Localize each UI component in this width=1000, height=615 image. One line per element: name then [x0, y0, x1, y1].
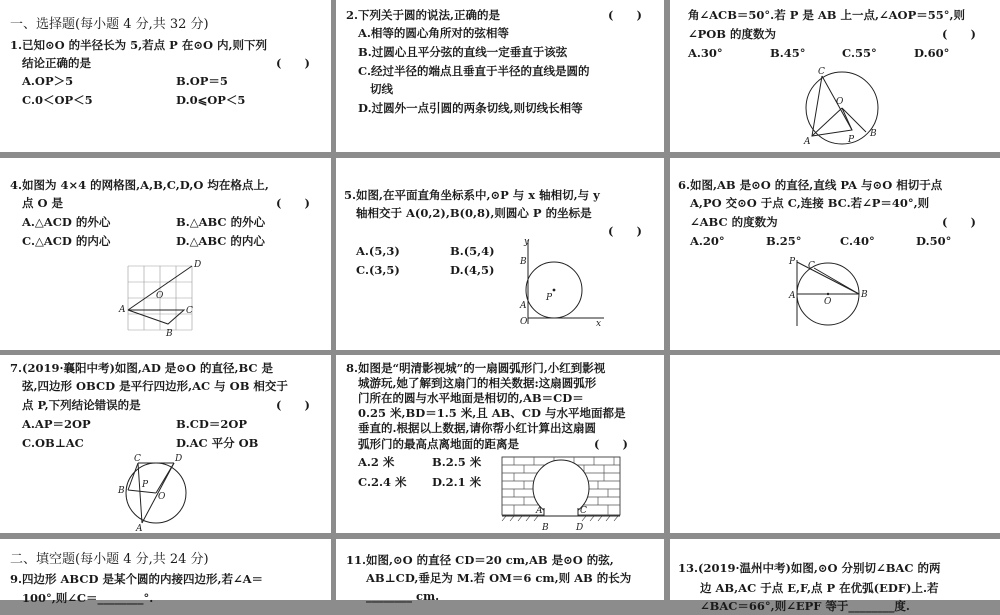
label-d: D	[175, 454, 183, 464]
answer-paren: ( )	[276, 56, 310, 70]
label-c: C	[186, 306, 193, 316]
label-c: C	[818, 67, 825, 77]
parallelogram-figure	[114, 454, 194, 534]
answer-paren: ( )	[276, 196, 310, 210]
label-b: B	[520, 257, 527, 267]
section-heading: 二、填空题(每小题 4 分,共 24 分)	[10, 552, 209, 567]
option-d: D.AC 平分 OB	[176, 436, 259, 450]
option-a: A.2 米	[358, 455, 395, 469]
question-text: 轴相交于 A(0,2),B(0,8),则圆心 P 的坐标是	[356, 206, 592, 220]
label-p: P	[546, 293, 553, 303]
option-a: A.相等的圆心角所对的弦相等	[358, 26, 509, 40]
option-c: C.0＜OP＜5	[22, 93, 93, 107]
label-p: P	[789, 257, 796, 267]
label-d: D	[576, 523, 584, 533]
label-c: C	[808, 261, 815, 271]
answer-paren: ( )	[608, 224, 642, 238]
option-b: B.OP＝5	[176, 74, 228, 88]
option-a: A.OP＞5	[22, 74, 74, 88]
label-o: O	[158, 492, 166, 502]
circle-figure	[790, 66, 900, 146]
question-text: ∠POB 的度数为	[688, 27, 777, 41]
question-text: 2.下列关于圆的说法,正确的是	[346, 8, 501, 22]
question-text: 9.四边形 ABCD 是某个圆的内接四边形,若∠A＝	[10, 572, 264, 586]
option-a: A.△ACD 的外心	[22, 215, 111, 229]
question-text: A,PO 交⊙O 于点 C,连接 BC.若∠P＝40°,则	[690, 196, 930, 210]
label-a: A	[119, 305, 126, 315]
option-c: C.55°	[842, 46, 877, 60]
question-text: 边 AB,AC 于点 E,F,点 P 在优弧(EDF)上.若	[700, 581, 939, 595]
option-b: B.过圆心且平分弦的直线一定垂直于该弦	[358, 45, 568, 59]
label-b: B	[870, 129, 877, 139]
question-text: 8.如图是“明清影视城”的一扇圆弧形门,小红到影视	[346, 361, 606, 375]
answer-paren: ( )	[942, 27, 976, 41]
question-card-1	[0, 0, 331, 152]
question-text: ________ cm.	[366, 589, 440, 603]
label-a: A	[804, 137, 811, 147]
question-text: 4.如图为 4×4 的网格图,A,B,C,D,O 均在格点上,	[10, 178, 269, 192]
question-card-6	[670, 158, 1000, 350]
label-a: A	[536, 506, 543, 516]
question-card-11	[336, 539, 664, 603]
question-card-8	[336, 355, 664, 533]
question-text: 点 P,下列结论错误的是	[22, 398, 141, 412]
question-card-9	[0, 539, 331, 605]
question-text: 1.已知⊙O 的半径长为 5,若点 P 在⊙O 内,则下列	[10, 38, 267, 52]
question-text: 门所在的圆与水平地面是相切的,AB＝CD＝	[358, 391, 584, 405]
label-c: C	[134, 454, 141, 464]
question-text: 5.如图,在平面直角坐标系中,⊙P 与 x 轴相切,与 y	[344, 188, 600, 202]
question-card-3	[670, 0, 1000, 152]
label-d: D	[194, 260, 202, 270]
option-d: D.过圆外一点引圆的两条切线,则切线长相等	[358, 101, 583, 115]
question-text: 弦,四边形 OBCD 是平行四边形,AC 与 OB 相交于	[22, 379, 288, 393]
question-card-5	[336, 158, 664, 350]
label-p: P	[142, 480, 149, 490]
question-text: ∠ABC 的度数为	[690, 215, 778, 229]
label-a: A	[136, 524, 143, 534]
option-d: D.△ABC 的内心	[176, 234, 265, 248]
question-text: 弧形门的最高点离地面的距离是	[358, 437, 519, 451]
question-text: 11.如图,⊙O 的直径 CD＝20 cm,AB 是⊙O 的弦,	[346, 553, 614, 567]
option-c: C.OB⊥AC	[22, 436, 84, 450]
question-text: 点 O 是	[22, 196, 64, 210]
answer-paren: ( )	[276, 398, 310, 412]
option-b: B.45°	[770, 46, 806, 60]
question-card-7	[0, 355, 331, 533]
question-text: AB⊥CD,垂足为 M.若 OM＝6 cm,则 AB 的长为	[366, 571, 632, 585]
option-d: D.(4,5)	[450, 263, 495, 277]
question-card-4	[0, 158, 331, 350]
option-a: A.AP＝2OP	[22, 417, 91, 431]
label-o: O	[156, 291, 164, 301]
option-b: B.△ABC 的外心	[176, 215, 266, 229]
option-d: D.60°	[914, 46, 950, 60]
question-card-2	[336, 0, 664, 152]
option-b: B.25°	[766, 234, 802, 248]
question-text: 0.25 米,BD＝1.5 米,且 AB、CD 与水平地面都是	[358, 406, 626, 420]
question-text: 角∠ACB＝50°.若 P 是 AB 上一点,∠AOP＝55°,则	[688, 8, 965, 22]
question-card-13	[670, 539, 1000, 613]
label-o: O	[824, 297, 832, 307]
question-text: ∠BAC＝66°,则∠EPF 等于________度.	[700, 599, 910, 613]
label-a: A	[789, 291, 796, 301]
option-c: C.40°	[840, 234, 875, 248]
arch-door-figure	[500, 455, 624, 531]
option-b: B.CD＝2OP	[176, 417, 248, 431]
question-text: 结论正确的是	[22, 56, 91, 70]
label-b: B	[118, 486, 125, 496]
option-b: B.2.5 米	[432, 455, 482, 469]
label-b: B	[166, 329, 173, 339]
answer-paren: ( )	[594, 437, 628, 451]
section-heading: 一、选择题(每小题 4 分,共 32 分)	[10, 17, 209, 32]
question-text: 7.(2019·襄阳中考)如图,AD 是⊙O 的直径,BC 是	[10, 361, 274, 375]
empty-card	[670, 355, 1000, 533]
option-d: D.50°	[916, 234, 952, 248]
label-o: O	[520, 317, 528, 327]
option-c: C.经过半径的端点且垂直于半径的直线是圆的	[358, 64, 590, 78]
option-d: D.0⩽OP＜5	[176, 93, 246, 107]
label-x: x	[596, 319, 602, 329]
question-text: 城游玩,她了解到这扇门的相关数据:这扇圆弧形	[358, 376, 597, 390]
option-c: C.(3,5)	[356, 263, 400, 277]
option-c: C.△ACD 的内心	[22, 234, 111, 248]
question-text: 100°,则∠C＝________°.	[22, 591, 154, 605]
label-a: A	[520, 301, 527, 311]
label-p: P	[848, 135, 855, 145]
option-a: A.30°	[688, 46, 723, 60]
option-c-continued: 切线	[370, 82, 393, 96]
grid-figure	[118, 258, 208, 342]
label-b: B	[861, 290, 868, 300]
coordinate-figure	[518, 236, 608, 328]
option-a: A.(5,3)	[356, 244, 400, 258]
answer-paren: ( )	[942, 215, 976, 229]
question-text: 13.(2019·温州中考)如图,⊙O 分别切∠BAC 的两	[678, 561, 941, 575]
question-text: 6.如图,AB 是⊙O 的直径,直线 PA 与⊙O 相切于点	[678, 178, 943, 192]
label-y: y	[524, 237, 530, 247]
label-o: O	[836, 97, 844, 107]
label-c: C	[580, 506, 587, 516]
answer-paren: ( )	[608, 8, 642, 22]
label-b: B	[542, 523, 549, 533]
option-d: D.2.1 米	[432, 475, 482, 489]
tangent-figure	[788, 256, 884, 336]
option-b: B.(5,4)	[450, 244, 495, 258]
option-a: A.20°	[690, 234, 725, 248]
question-text: 垂直的.根据以上数据,请你帮小红计算出这扇圆	[358, 421, 597, 435]
option-c: C.2.4 米	[358, 475, 407, 489]
